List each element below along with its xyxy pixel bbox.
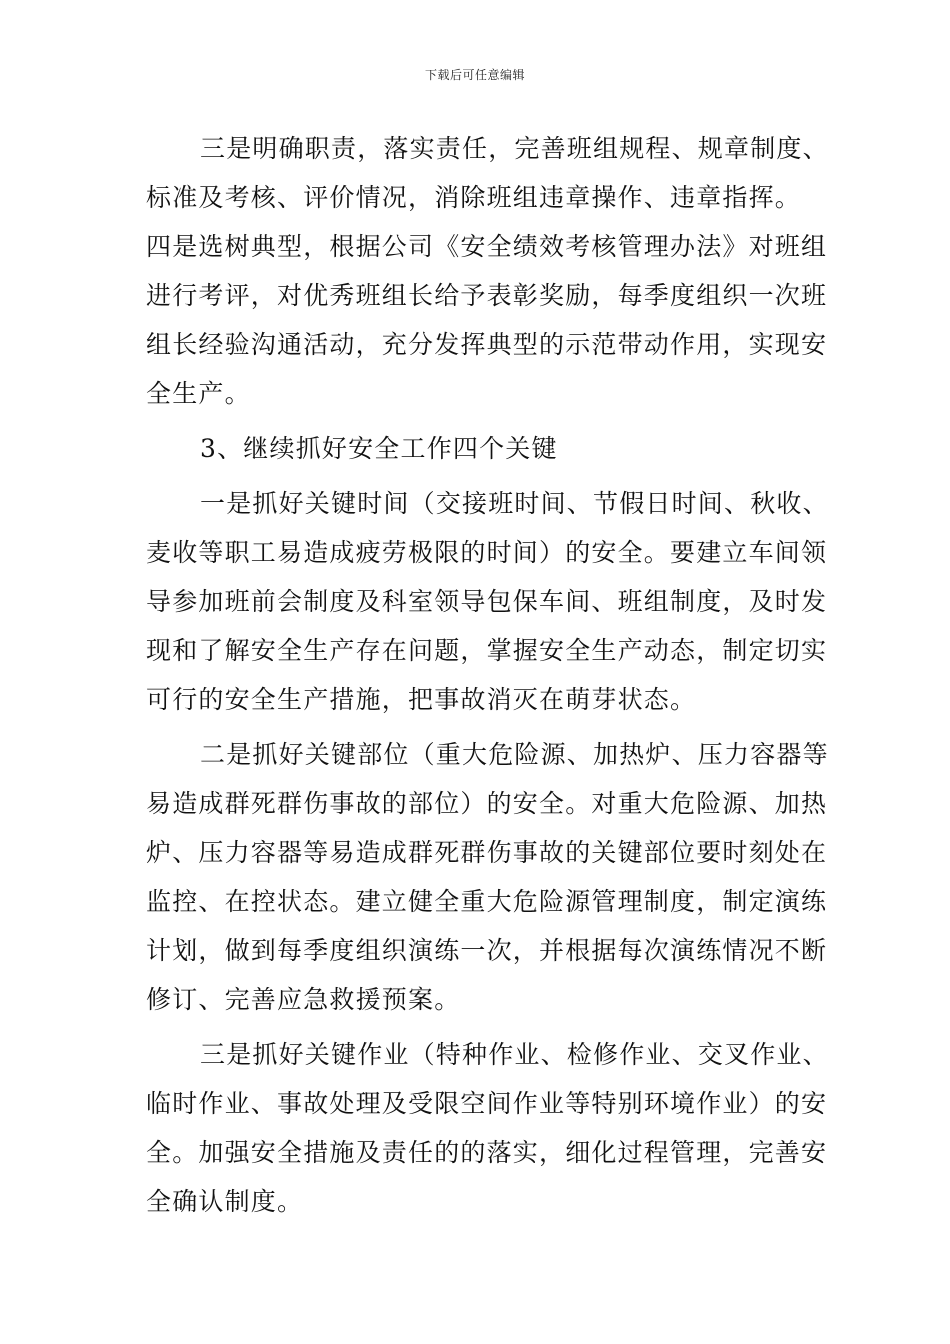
paragraph-key-time: 一是抓好关键时间（交接班时间、节假日时间、秋收、麦收等职工易造成疲劳极限的时间）的安全。要建立车间领导参加班前会制度及科室领导包保车间、班组制度，及时发现和了解安全生产存在问题，掌握安全生产动态，制定切实可行的安全生产措施，把事故消灭在萌芽状态。 <box>146 489 829 714</box>
document-body <box>146 124 836 1226</box>
paragraph-key-operation: 三是抓好关键作业（特种作业、检修作业、交叉作业、临时作业、事故处理及受限空间作业等特别环境作业）的安全。加强安全措施及责任的的落实，细化过程管理，完善安全确认制度。 <box>146 1040 829 1216</box>
paragraph-key-location: 二是抓好关键部位（重大危险源、加热炉、压力容器等易造成群死群伤事故的部位）的安全。对重大危险源、加热炉、压力容器等易造成群死群伤事故的关键部位要时刻处在监控、在控状态。建立健全重大危险源管理制度，制定演练计划，做到每季度组织演练一次，并根据每次演练情况不断修订、完善应急救援预案。 <box>146 740 829 1014</box>
paragraph-role-models: 四是选树典型，根据公司《安全绩效考核管理办法》对班组进行考评，对优秀班组长给予表彰奖励，每季度组织一次班组长经验沟通活动，充分发挥典型的示范带动作用，实现安全生产。 <box>146 232 828 408</box>
page-header-note: 下载后可任意编辑 <box>424 68 525 82</box>
paragraph-responsibility: 三是明确职责，落实责任，完善班组规程、规章制度、标准及考核、评价情况，消除班组违章操作、违章指挥。 <box>146 134 829 212</box>
section-heading-four-keys: 3、继续抓好安全工作四个关键 <box>200 434 558 463</box>
